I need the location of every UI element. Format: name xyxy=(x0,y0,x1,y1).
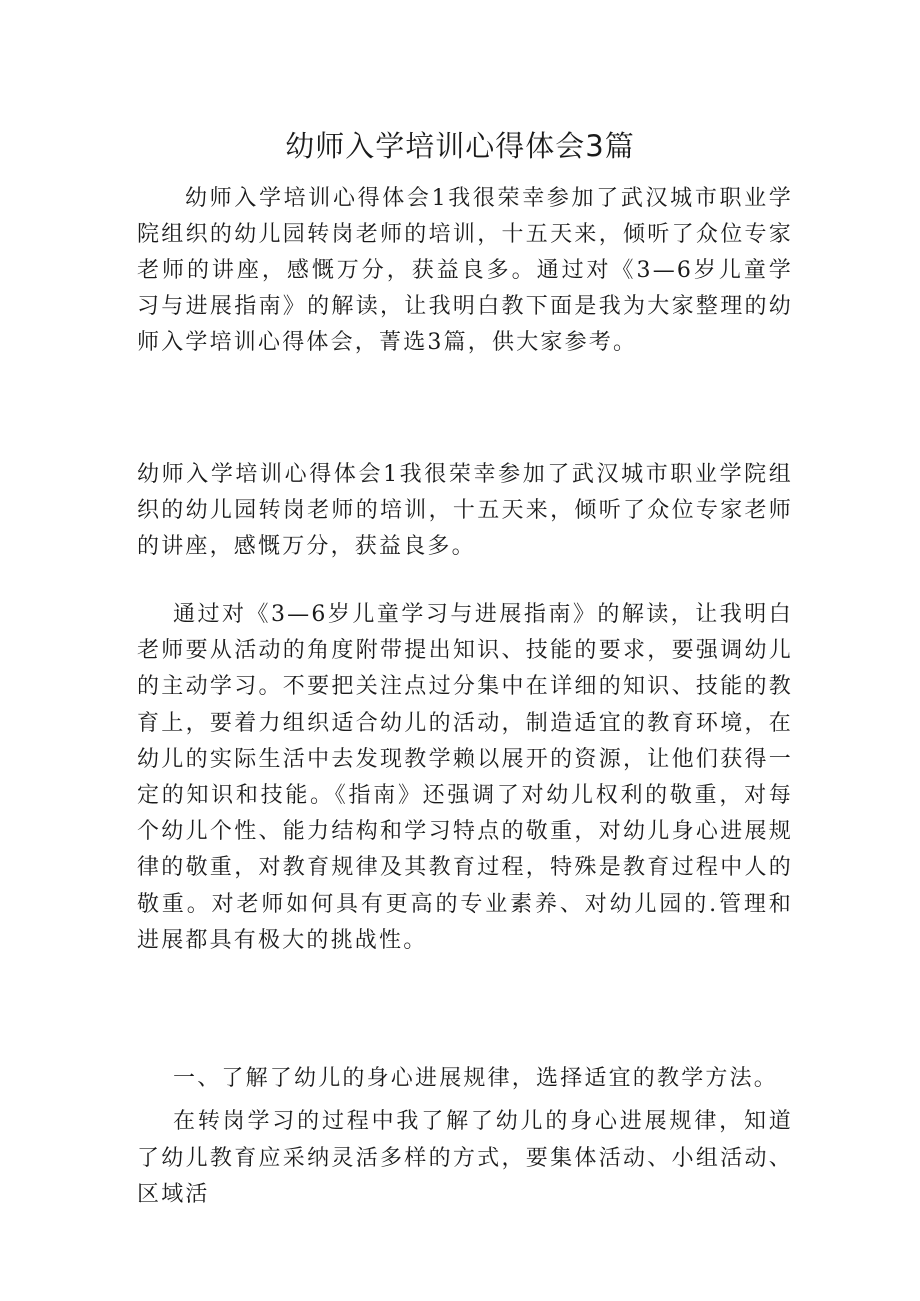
document-title: 幼师入学培训心得体会3篇 xyxy=(285,129,635,163)
abstract-paragraph: 幼师入学培训心得体会1我很荣幸参加了武汉城市职业学院组织的幼儿园转岗老师的培训，十五天来，倾听了众位专家老师的讲座，感慨万分，获益良多。通过对《3—6岁儿童学习与进展指南》的解读，让我明白教下面是我为大家整理的幼师入学培训心得体会，菁选3篇，供大家参考。 xyxy=(137,186,793,355)
body-paragraph-guide: 通过对《3—6岁儿童学习与进展指南》的解读，让我明白老师要从活动的角度附带提出知识、技能的要求，要强调幼儿的主动学习。不要把关注点过分集中在详细的知识、技能的教育上，要着力组织适合幼儿的活动，制造适宜的教育环境，在幼儿的实际生活中去发现教学赖以展开的资源，让他们获得一定的知识和技能。《指南》还强调了对幼儿权利的敬重，对每个幼儿个性、能力结构和学习特点的敬重，对幼儿身心进展规律的敬重，对教育规律及其教育过程，特殊是教育过程中人的敬重。对老师如何具有更高的专业素养、对幼儿园的.管理和进展都具有极大的挑战性。 xyxy=(137,602,793,953)
intro-paragraph: 幼师入学培训心得体会1我很荣幸参加了武汉城市职业学院组织的幼儿园转岗老师的培训，十五天来，倾听了众位专家老师的讲座，感慨万分，获益良多。 xyxy=(137,462,793,559)
body-paragraph-development: 在转岗学习的过程中我了解了幼儿的身心进展规律，知道了幼儿教育应采纳灵活多样的方式，要集体活动、小组活动、区域活 xyxy=(137,1109,793,1207)
section-heading-1: 一、了解了幼儿的身心进展规律，选择适宜的教学方法。 xyxy=(173,1066,779,1091)
